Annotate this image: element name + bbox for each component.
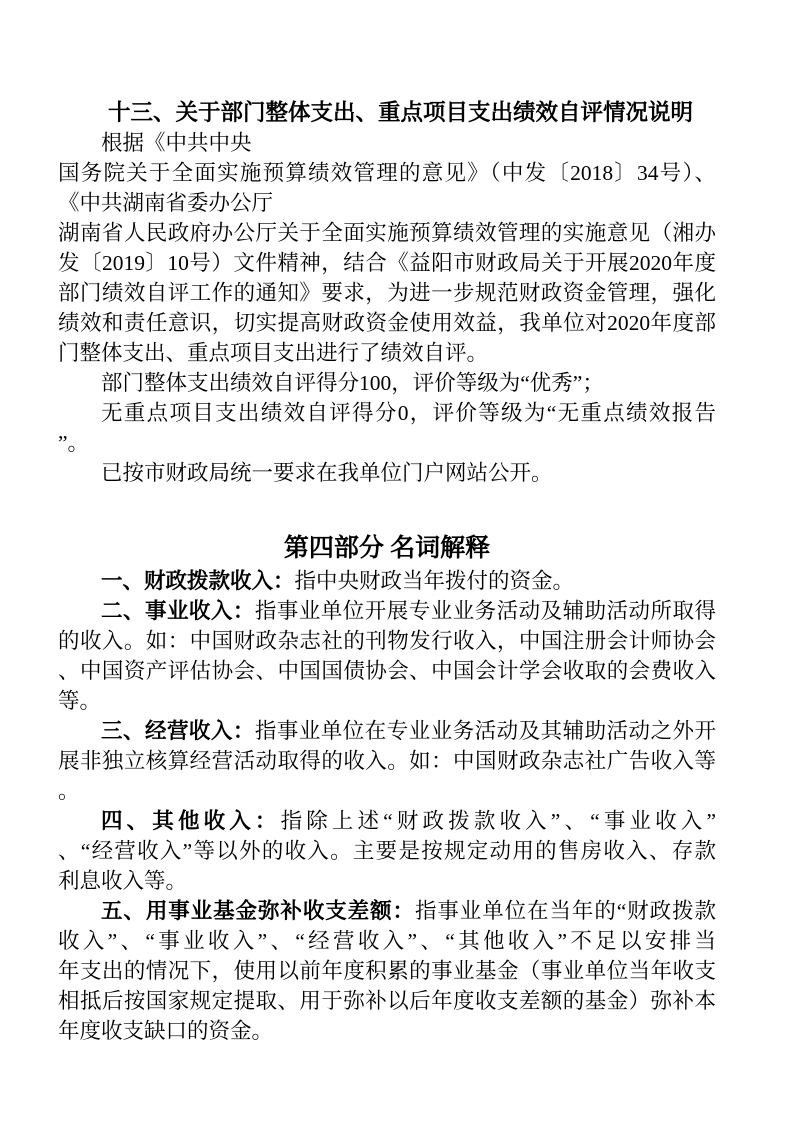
term-label: 一、财政拨款收入： xyxy=(101,569,295,593)
definition-line: 的收入。如：中国财政杂志社的刊物发行收入，中国注册会计师协会 xyxy=(58,629,716,653)
definition-text: 指事业单位开展专业业务活动及辅助活动所取得 xyxy=(254,599,716,623)
paragraph-line: 发〔2019〕10号）文件精神，结合《益阳市财政局关于开展2020年度 xyxy=(58,251,716,275)
paragraph-line: 国务院关于全面实施预算绩效管理的意见》（中发〔2018〕34号）、 xyxy=(58,161,716,185)
section-13-title: 十三、关于部门整体支出、重点项目支出绩效自评情况说明 xyxy=(108,100,694,125)
paragraph-line: 门整体支出、重点项目支出进行了绩效自评。 xyxy=(58,341,489,365)
term-label: 五、用事业基金弥补收支差额： xyxy=(101,899,415,923)
definition-line: 、中国资产评估协会、中国国债协会、中国会计学会收取的会费收入 xyxy=(58,659,716,683)
definition-line: 等。 xyxy=(58,689,102,713)
paragraph-line: 绩效和责任意识，切实提高财政资金使用效益，我单位对2020年度部 xyxy=(58,311,716,335)
definition-text: 指除上述“财政拨款收入”、“事业收入” xyxy=(280,809,716,833)
definition-line xyxy=(58,716,716,746)
definition-line xyxy=(58,596,716,626)
paragraph-line: 已按市财政局统一要求在我单位门户网站公开。 xyxy=(101,461,553,485)
definition-line: 展非独立核算经营活动取得的收入。如：中国财政杂志社广告收入等 xyxy=(58,749,716,773)
section-4-heading: 第四部分 名词解释 xyxy=(283,535,491,562)
paragraph-line: 部门绩效自评工作的通知》要求，为进一步规范财政资金管理，强化 xyxy=(58,281,716,305)
section-4 xyxy=(58,532,716,1046)
term-label: 三、经营收入： xyxy=(101,719,255,743)
definition-line: 年支出的情况下，使用以前年度积累的事业基金（事业单位当年收支 xyxy=(58,959,716,983)
paragraph-line: 湖南省人民政府办公厅关于全面实施预算绩效管理的实施意见（湘办 xyxy=(58,221,716,245)
paragraph-line: 《中共湖南省委办公厅 xyxy=(58,191,274,215)
paragraph-line: ”。 xyxy=(58,431,90,455)
definition-line xyxy=(58,896,716,926)
definition-line: 收入”、“事业收入”、“经营收入”、“其他收入”不足以安排当 xyxy=(58,929,716,953)
definition-text: 指事业单位在当年的“财政拨款 xyxy=(414,899,716,923)
definition-line: 、“经营收入”等以外的收入。主要是按规定动用的售房收入、存款 xyxy=(58,839,716,863)
definition-line: 利息收入等。 xyxy=(58,869,188,893)
term-label: 二、事业收入： xyxy=(101,599,255,623)
definition-line: 。 xyxy=(58,779,80,803)
self-eval-score-line: 无重点项目支出绩效自评得分0，评价等级为“无重点绩效报告 xyxy=(101,401,716,425)
definition-line xyxy=(58,806,716,836)
term-label: 四、其他收入： xyxy=(101,809,281,833)
definition-line: 年度收支缺口的资金。 xyxy=(58,1019,274,1043)
paragraph-line: 根据《中共中央 xyxy=(101,131,252,155)
definition-line: 相抵后按国家规定提取、用于弥补以后年度收支差额的基金）弥补本 xyxy=(58,989,716,1013)
section-13 xyxy=(58,98,716,488)
self-eval-score-line: 部门整体支出绩效自评得分100，评价等级为“优秀”； xyxy=(101,371,604,395)
definition-text: 指中央财政当年拨付的资金。 xyxy=(294,569,575,593)
definition-line xyxy=(58,566,716,596)
definition-text: 指事业单位在专业业务活动及其辅助活动之外开 xyxy=(254,719,716,743)
